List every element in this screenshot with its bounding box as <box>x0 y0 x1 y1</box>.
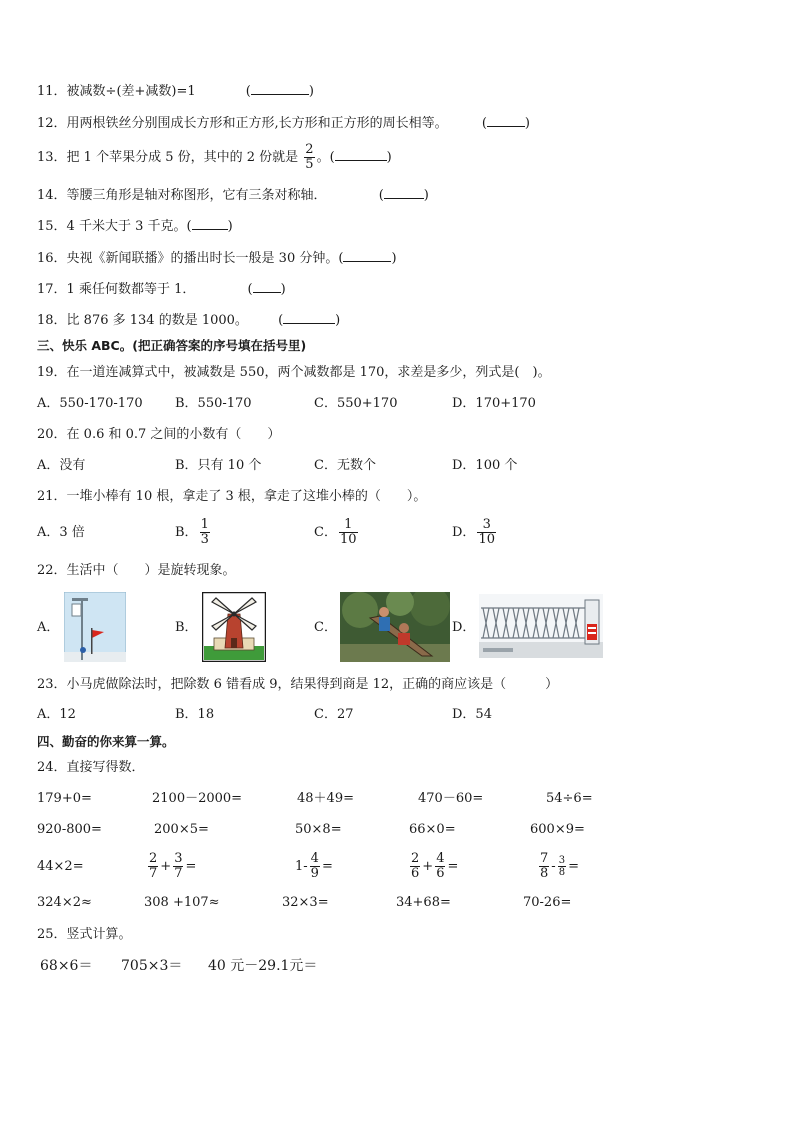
question-12: 12．用两根铁丝分别围成长方形和正方形,长方形和正方形的周长相等。 ( ) <box>37 116 530 131</box>
answer-blank-12[interactable] <box>487 114 525 127</box>
question-22: 22．生活中（ ）是旋转现象。 <box>37 563 236 578</box>
calc-item: 200×5= <box>154 822 209 837</box>
q19-option-b[interactable]: B．550-170 <box>175 396 252 411</box>
fraction-one-third: $\frac{1}{3}$ <box>200 517 209 547</box>
question-15: 15．4 千米大于 3 千克。( ) <box>37 219 233 234</box>
question-19: 19．在一道连减算式中，被减数是 550，两个减数都是 170，求差是多少，列式是( )。 <box>37 365 551 380</box>
answer-blank-15[interactable] <box>192 217 228 230</box>
answer-blank-13[interactable] <box>335 148 387 161</box>
calc-item: 40 元－29.1元＝ <box>208 958 318 974</box>
question-16: 16．央视《新闻联播》的播出时长一般是 30 分钟。( ) <box>37 251 397 266</box>
q21-option-a[interactable]: A．3 倍 <box>37 525 85 540</box>
calc-item: 920-800= <box>37 822 102 837</box>
calc-item: 70-26= <box>523 895 572 910</box>
question-24: 24．直接写得数． <box>37 760 145 775</box>
q22-option-b-label[interactable]: B． <box>175 620 198 635</box>
calc-item: 68×6＝ <box>40 958 93 974</box>
calc-item: 600×9= <box>530 822 585 837</box>
q19-option-c[interactable]: C．550+170 <box>314 396 398 411</box>
calc-fraction-difference-eighths: $\frac{7}{8}$ - $\frac{3}{8}$ = <box>540 851 579 881</box>
q22-option-d-label[interactable]: D． <box>452 620 476 635</box>
calc-item: 705×3＝ <box>121 958 183 974</box>
fraction-two-fifths: $\frac{2}{5}$ <box>305 142 314 172</box>
q20-option-b[interactable]: B．只有 10 个 <box>175 458 262 473</box>
q19-option-d[interactable]: D．170+170 <box>452 396 536 411</box>
question-25: 25．竖式计算。 <box>37 927 132 942</box>
answer-blank-11[interactable] <box>251 82 309 95</box>
flag-raising-image[interactable] <box>64 592 126 662</box>
question-21: 21．一堆小棒有 10 根，拿走了 3 根，拿走了这堆小棒的（ ）。 <box>37 489 427 504</box>
windmill-image[interactable] <box>202 592 266 662</box>
question-13: 13．把 1 个苹果分成 5 份，其中的 2 份就是 $\frac{2}{5}$ 。( ) <box>37 142 392 172</box>
retractable-gate-image[interactable] <box>479 594 603 658</box>
answer-blank-16[interactable] <box>343 249 391 262</box>
q21-option-b[interactable]: B． $\frac{1}{3}$ <box>175 517 209 547</box>
q22-option-a-label[interactable]: A． <box>37 620 60 635</box>
q20-option-c[interactable]: C．无数个 <box>314 458 376 473</box>
calc-item: 179+0= <box>37 791 92 806</box>
calc-item: 66×0= <box>409 822 456 837</box>
q22-option-c-label[interactable]: C． <box>314 620 337 635</box>
q23-option-b[interactable]: B．18 <box>175 707 215 722</box>
question-23: 23．小马虎做除法时，把除数 6 错看成 9，结果得到商是 12，正确的商应该是（ ） <box>37 677 559 692</box>
calc-item: 308 +107≈ <box>144 895 220 910</box>
calc-item: 324×2≈ <box>37 895 92 910</box>
calc-fraction-sum-sixths: $\frac{2}{6}$ + $\frac{4}{6}$ = <box>411 851 459 881</box>
section-3-heading: 三、快乐 ABC。(把正确答案的序号填在括号里) <box>37 338 307 353</box>
question-11: 11．被减数÷(差+减数)=1 ( ) <box>37 84 314 99</box>
q19-option-a[interactable]: A．550-170-170 <box>37 396 143 411</box>
answer-blank-18[interactable] <box>283 311 335 324</box>
calc-item: 44×2= <box>37 859 84 874</box>
playground-slide-image[interactable] <box>340 592 450 662</box>
calc-item: 48＋49= <box>297 791 354 806</box>
calc-item: 470－60= <box>418 791 484 806</box>
fraction-three-tenths: $\frac{3}{10}$ <box>478 517 495 547</box>
q21-option-c[interactable]: C． $\frac{1}{10}$ <box>314 517 357 547</box>
answer-blank-14[interactable] <box>384 186 424 199</box>
q23-option-d[interactable]: D．54 <box>452 707 492 722</box>
fraction-one-tenth: $\frac{1}{10}$ <box>339 517 357 547</box>
answer-blank-17[interactable] <box>253 280 281 293</box>
q23-option-a[interactable]: A．12 <box>37 707 76 722</box>
section-4-heading: 四、勤奋的你来算一算。 <box>37 734 175 749</box>
calc-item: 54÷6= <box>546 791 593 806</box>
question-17: 17．1 乘任何数都等于 1． ( ) <box>37 282 286 297</box>
calc-fraction-sum-sevenths: $\frac{2}{7}$ + $\frac{3}{7}$ = <box>149 851 197 881</box>
question-14: 14．等腰三角形是轴对称图形，它有三条对称轴． ( ) <box>37 188 429 203</box>
calc-item: 34+68= <box>396 895 451 910</box>
q20-option-a[interactable]: A．没有 <box>37 458 86 473</box>
calc-item: 2100－2000= <box>152 791 243 806</box>
q20-option-d[interactable]: D．100 个 <box>452 458 518 473</box>
calc-item: 32×3= <box>282 895 329 910</box>
calc-one-minus-fraction: 1- $\frac{4}{9}$ = <box>295 851 333 881</box>
question-20: 20．在 0.6 和 0.7 之间的小数有（ ） <box>37 427 281 442</box>
q21-option-d[interactable]: D． $\frac{3}{10}$ <box>452 517 495 547</box>
question-18: 18．比 876 多 134 的数是 1000。 ( ) <box>37 313 341 328</box>
calc-item: 50×8= <box>295 822 342 837</box>
q23-option-c[interactable]: C．27 <box>314 707 354 722</box>
